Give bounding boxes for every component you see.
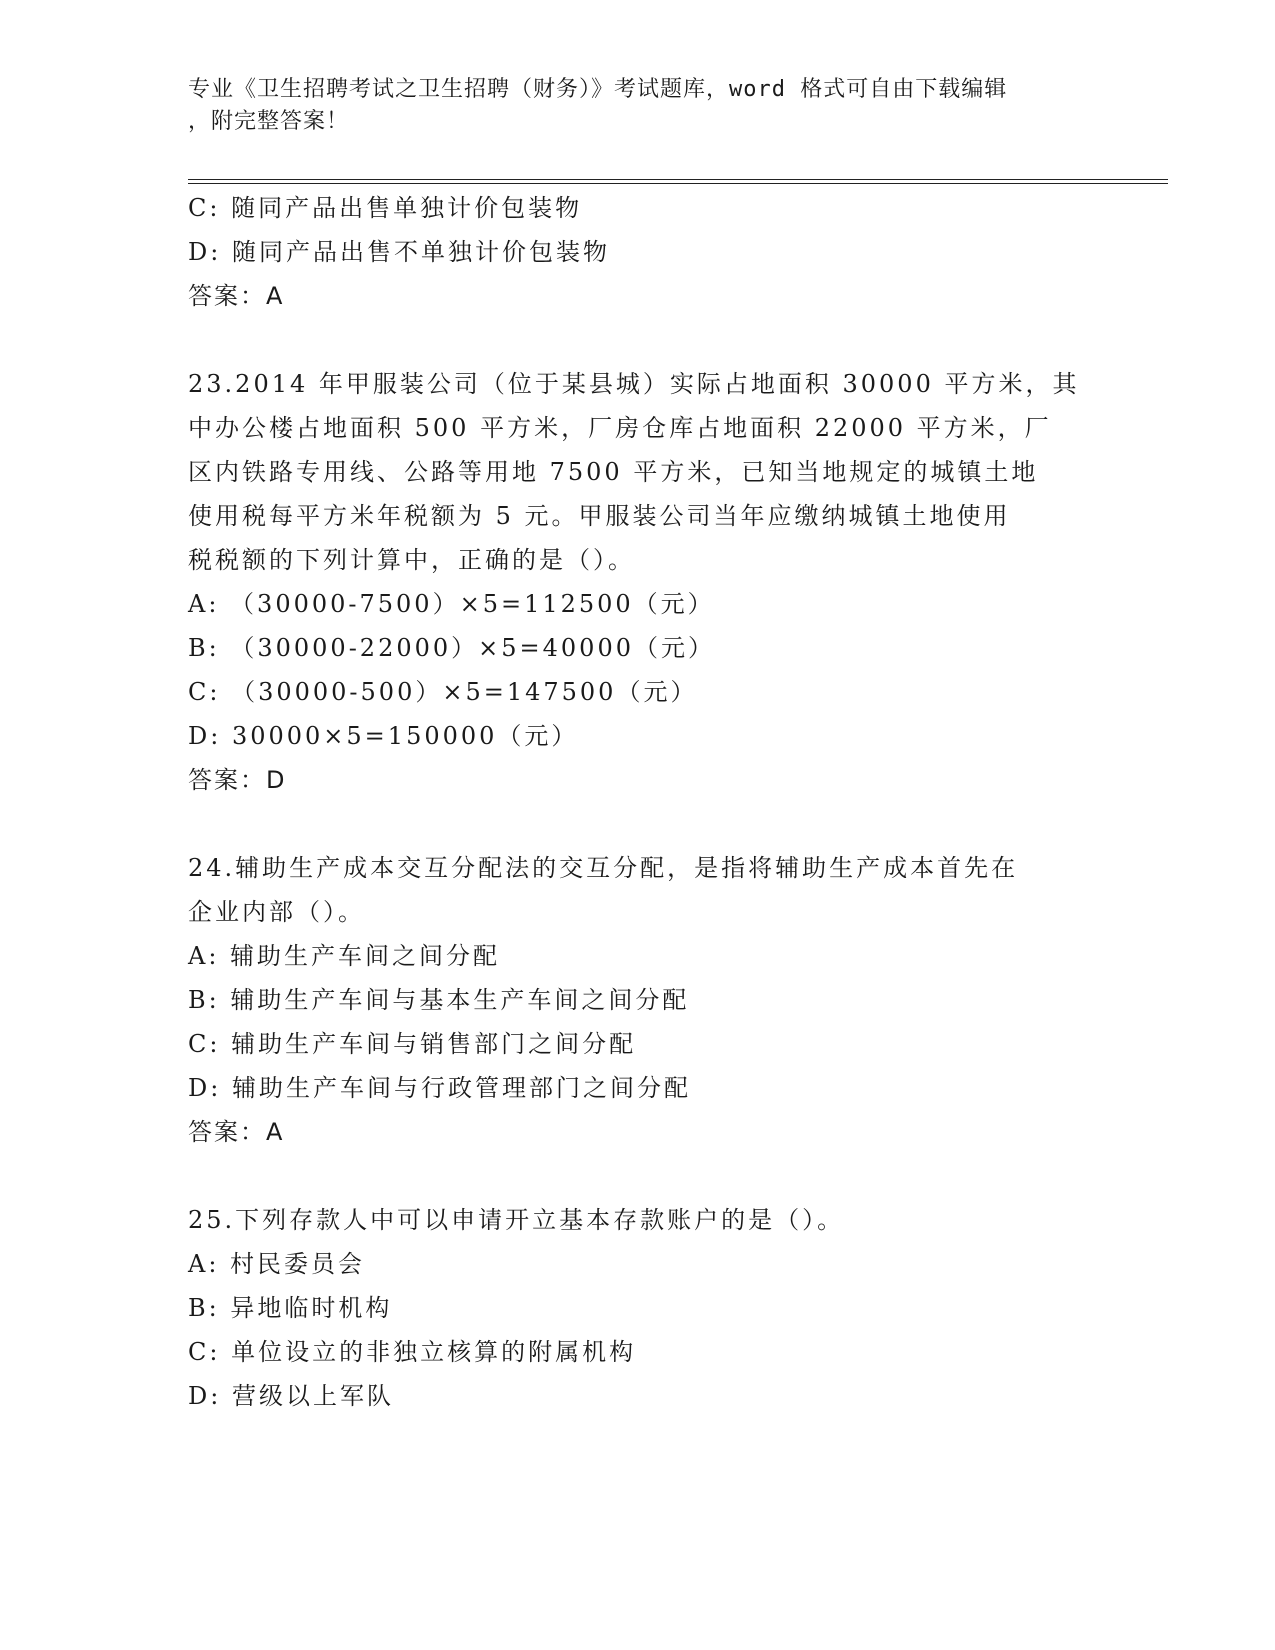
q23-stem-line-2: 中办公楼占地面积 500 平方米，厂房仓库占地面积 22000 平方米，厂 xyxy=(188,414,1052,442)
q23-option-a: A: （30000-7500）×5=112500（元） xyxy=(188,590,715,618)
q24-option-a: A: 辅助生产车间之间分配 xyxy=(188,942,501,970)
q24-stem-line-2: 企业内部（）。 xyxy=(188,898,365,926)
q25-stem-line-1: 25.下列存款人中可以申请开立基本存款账户的是（）。 xyxy=(188,1206,845,1234)
prev-answer: 答案：A xyxy=(188,282,285,310)
q23-stem-line-1: 23.2014 年甲服装公司（位于某县城）实际占地面积 30000 平方米，其 xyxy=(188,370,1080,398)
q24-stem-line-1: 24.辅助生产成本交互分配法的交互分配，是指将辅助生产成本首先在 xyxy=(188,854,1019,882)
q23-option-b: B: （30000-22000）×5=40000（元） xyxy=(188,634,715,662)
prev-option-d: D: 随同产品出售不单独计价包装物 xyxy=(188,238,610,266)
q24-answer: 答案：A xyxy=(188,1118,285,1146)
header-line-1: 专业《卫生招聘考试之卫生招聘（财务）》考试题库，word 格式可自由下载编辑 xyxy=(188,77,1008,102)
q25-option-d: D: 营级以上军队 xyxy=(188,1382,394,1410)
prev-option-c: C: 随同产品出售单独计价包装物 xyxy=(188,194,583,222)
q23-option-c: C: （30000-500）×5=147500（元） xyxy=(188,678,698,706)
document-header xyxy=(188,74,1068,138)
q25-option-c: C: 单位设立的非独立核算的附属机构 xyxy=(188,1338,637,1366)
q25-option-a: A: 村民委员会 xyxy=(188,1250,366,1278)
q23-stem-line-3: 区内铁路专用线、公路等用地 7500 平方米，已知当地规定的城镇土地 xyxy=(188,458,1039,486)
header-line-2: ，附完整答案！ xyxy=(188,109,350,134)
q23-answer: 答案：D xyxy=(188,766,287,794)
header-divider-top xyxy=(188,179,1168,180)
q24-option-b: B: 辅助生产车间与基本生产车间之间分配 xyxy=(188,986,690,1014)
q23-option-d: D: 30000×5=150000（元） xyxy=(188,722,579,750)
q23-stem-line-5: 税税额的下列计算中，正确的是（）。 xyxy=(188,546,635,574)
q24-option-d: D: 辅助生产车间与行政管理部门之间分配 xyxy=(188,1074,691,1102)
q23-stem-line-4: 使用税每平方米年税额为 5 元。甲服装公司当年应缴纳城镇土地使用 xyxy=(188,502,1011,530)
header-divider-bottom xyxy=(188,183,1168,184)
q24-option-c: C: 辅助生产车间与销售部门之间分配 xyxy=(188,1030,637,1058)
q25-option-b: B: 异地临时机构 xyxy=(188,1294,393,1322)
